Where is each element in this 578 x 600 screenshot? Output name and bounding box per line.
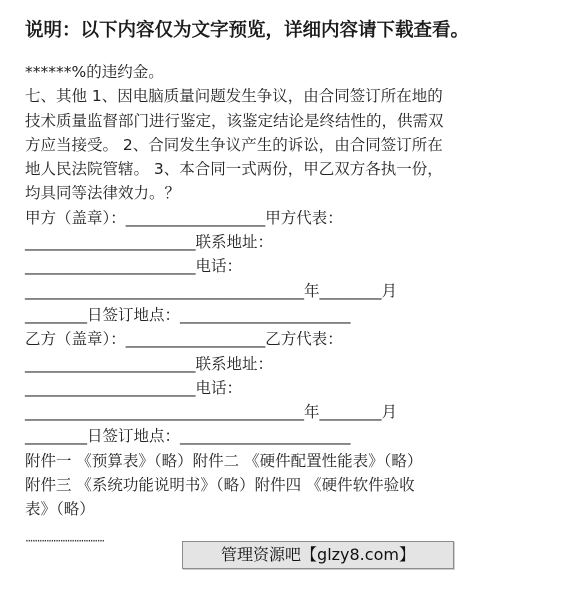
attachments-line: 附件三 《系统功能说明书》（略）附件四 《硬件软件验收 xyxy=(25,476,415,495)
text-line: 地人民法院管辖。 3、本合同一式两份，甲乙双方各执一份， xyxy=(25,160,443,179)
party-b-phone-line: ______________________电话： xyxy=(25,378,243,397)
text-line: ******%的违约金。 xyxy=(25,63,164,81)
attachments-line: 表》（略） xyxy=(25,500,95,519)
party-a-line: 甲方（盖章）：__________________甲方代表： xyxy=(25,208,343,227)
party-b-date-line: ____________________________________年________月 xyxy=(25,403,398,422)
text-line: 方应当接受。 2、合同发生争议产生的诉讼，由合同签订所在 xyxy=(25,135,443,154)
party-b-address-line: ______________________联系地址： xyxy=(25,354,274,373)
preview-notice: 说明：以下内容仅为文字预览，详细内容请下载查看。 xyxy=(25,20,470,41)
site-watermark-link[interactable]: 管理资源吧【glzy8.com】 xyxy=(182,541,454,569)
text-line: 技术质量监督部门进行鉴定，该鉴定结论是终结性的，供需双 xyxy=(25,111,444,130)
text-line: 均具同等法律效力。？ xyxy=(25,184,181,203)
party-a-address-line: ______________________联系地址： xyxy=(25,233,274,252)
party-a-date-line: ____________________________________年________月 xyxy=(25,281,398,300)
party-a-phone-line: ______________________电话： xyxy=(25,257,243,276)
attachments-line: 附件一 《预算表》（略）附件二 《硬件配置性能表》（略） xyxy=(25,451,423,470)
dotted-separator: ·································· xyxy=(25,534,104,548)
party-b-line: 乙方（盖章）：__________________乙方代表： xyxy=(25,330,343,349)
document-body xyxy=(25,60,555,522)
party-b-place-line: ________日签订地点：______________________ xyxy=(25,427,351,446)
text-line: 七、其他 1、因电脑质量问题发生争议，由合同签订所在地的 xyxy=(25,87,443,106)
party-a-place-line: ________日签订地点：______________________ xyxy=(25,305,351,324)
